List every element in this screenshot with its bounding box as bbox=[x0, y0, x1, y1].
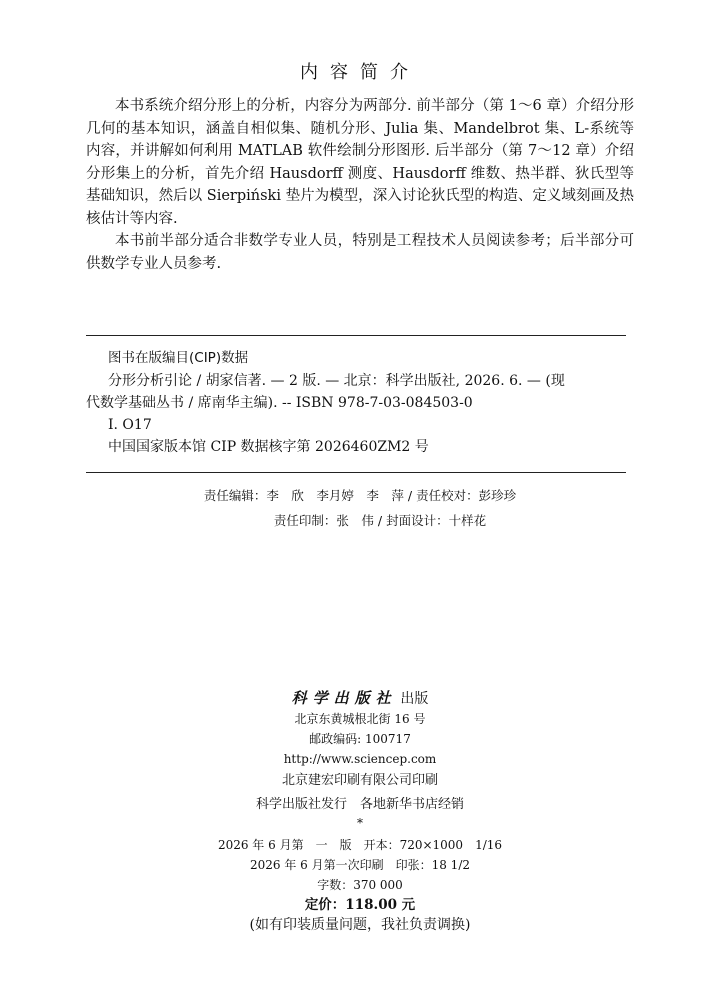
page-title: 内容简介 bbox=[300, 62, 420, 83]
publisher-logo: 科学出版社 bbox=[291, 689, 397, 707]
printing-info: 2026 年 6 月第一次印刷 印张：18 1/2 bbox=[249, 858, 470, 872]
cip-classification: I. O17 bbox=[108, 417, 152, 433]
address: 北京东黄城根北街 16 号 bbox=[294, 712, 426, 726]
quality-note: (如有印装质量问题，我社负责调换) bbox=[249, 917, 471, 933]
postcode: 邮政编码: 100717 bbox=[309, 732, 411, 746]
price: 定价：118.00 元 bbox=[304, 897, 416, 913]
word-count: 字数：370 000 bbox=[317, 878, 403, 892]
imprint-block bbox=[0, 688, 720, 935]
publisher-line bbox=[0, 688, 720, 709]
staff-credits: 责任印制：张 伟 / 封面设计：十样花 bbox=[273, 513, 487, 528]
divider bbox=[86, 335, 626, 336]
intro-section bbox=[86, 95, 634, 275]
printer: 北京建宏印刷有限公司印刷 bbox=[281, 773, 438, 788]
cip-line: 分形分析引论 / 胡家信著. — 2 版. — 北京：科学出版社, 2026. 6. — (现 bbox=[108, 373, 565, 389]
staff-credits: 责任编辑：李 欣 李月婷 李 萍 / 责任校对：彭珍珍 bbox=[203, 488, 517, 503]
intro-paragraph: 本书系统介绍分形上的分析，内容分为两部分. 前半部分（第 1～6 章）介绍分形几何的基本知识，涵盖自相似集、随机分形、Julia 集、Mandelbrot 集、L-系统等内容，并讲解如何利用 MATLAB 软件绘制分形图形. 后半部分（第 7～12 章）介绍分形集上的分析，首先介绍 Hausdorff 测度、Hausdorff 维数、热半群、狄氏型等基础知识，然后以 Sierpiński 垫片为模型，深入讨论狄氏型的构造、定义域刻画及热核估计等内容. bbox=[86, 98, 634, 227]
intro-paragraph: 本书前半部分适合非数学专业人员，特别是工程技术人员阅读参考；后半部分可供数学专业人员参考. bbox=[86, 233, 634, 272]
cip-block bbox=[86, 370, 636, 458]
cip-line: 代数学基础丛书 / 席南华主编). -- ISBN 978-7-03-084503-0 bbox=[86, 395, 473, 411]
cip-record: 中国国家版本馆 CIP 数据核字第 2026460ZM2 号 bbox=[108, 439, 429, 455]
edition-info: 2026 年 6 月第 一 版 开本：720×1000 1/16 bbox=[217, 838, 503, 852]
website-url: http://www.sciencep.com bbox=[283, 752, 437, 766]
publisher-suffix: 出版 bbox=[400, 691, 429, 707]
divider bbox=[86, 472, 626, 473]
cip-heading: 图书在版编目(CIP)数据 bbox=[108, 350, 249, 366]
distribution: 科学出版社发行 各地新华书店经销 bbox=[255, 797, 464, 812]
separator-star: * bbox=[357, 816, 363, 830]
